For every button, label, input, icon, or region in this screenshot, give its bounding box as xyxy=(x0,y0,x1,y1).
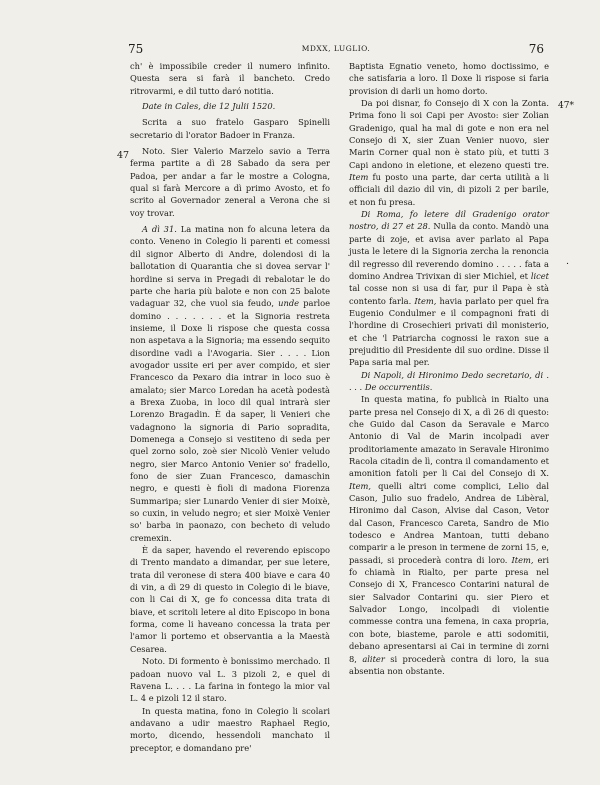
page-header xyxy=(128,42,544,56)
text-run: Nulla da conto. Mandò una parte di zoje, et avisa aver parlato al Papa justa le letere di la Signoria zercha la renoncia dil regresso dil reverendo domino . . . . . fata a domino Andrea Trivixan di sier Michiel, et xyxy=(349,221,549,281)
margin-dot: . xyxy=(566,256,570,267)
left-column xyxy=(130,60,330,754)
paragraph xyxy=(349,208,549,368)
right-column xyxy=(349,60,549,677)
paragraph: Scrita a suo fratelo Gasparo Spinelli secretario di l'orator Badoer in Franza. xyxy=(130,117,330,140)
italic-word: Item, xyxy=(511,554,534,565)
paragraph xyxy=(349,97,549,208)
paragraph xyxy=(130,223,330,544)
paragraph: ch' è impossibile creder il numero infinito. Questa sera si farà il bancheto. Credo ritrovarmi, e dil tutto daró notitia. xyxy=(130,61,330,96)
text-run: si procederà contra di loro, la sua absentia non obstante. xyxy=(349,653,550,676)
italic-word: Item, xyxy=(414,295,437,306)
text-run: In questa matina, fo publicà in Rialto una parte presa nel Consejo di X, a dì 26 di questo: che Guido dal Cason da Seravale e Marco Antonio di Val de Marin incolpadi aver proditoriamente amazato in Seravale Hironimo Racola citadin de lì, contra il comandamento et amonition fatoli per li Cai del Consejo di X. xyxy=(349,394,549,479)
page-number-right: 76 xyxy=(528,42,544,56)
text-run: fu posto una parte, dar certa utilità a li officiali dil dazio dil vin, di pizoli 2 per barile, et non fu presa. xyxy=(349,172,549,207)
italic-word: unde xyxy=(278,298,300,309)
text-run: Da poi disnar, fo Consejo di X con la Zonta. Prima fono li soi Capi per Avosto: sier Zolian Gradenigo, qual ha mal di gote e non era nel Consejo di X, sier Zuan Venier nuovo, sier Marin Corner qual non è stato più, et tutti 3 Capi andono in eletione, et elezeno questi tre. xyxy=(349,98,549,170)
margin-note-right: 47* xyxy=(558,101,574,111)
paragraph: Noto. Di formento è bonissimo merchado. Il padoan nuovo val L. 3 pizoli 2, e quel di Ravena L. . . . La farina in fontego la mior val L. 4 e pizoli 12 il staro. xyxy=(130,656,330,704)
italic-word: Item xyxy=(349,172,369,183)
paragraph: In questa matina, fono in Colegio li scolari andavano a udir maestro Raphael Regio, morto, dicendo, hessendoli manchato il preceptor, e domandano pre' xyxy=(130,705,330,753)
entry-date: A dì 31. xyxy=(142,224,177,235)
page-number-left: 75 xyxy=(128,42,144,56)
letter-date: Date in Cales, die 12 Julii 1520. xyxy=(142,101,276,112)
paragraph: È da saper, havendo el reverendo episcopo di Trento mandato a dimandar, per sue letere, trata dil veronese di stera 400 biave e cara 40 di vin, a dì 29 di questo in Colegio di le biave, con li Cai di X, ge fo concessa dita trata di biave, et scritoli letere al dito Episcopo in bona forma, come li haveano concessa la trata per l'amor li portemo et observantia a la Maestà Cesarea. xyxy=(130,545,330,654)
italic-word: licet xyxy=(530,270,550,281)
italic-word: aliter xyxy=(362,653,385,664)
italic-word: Item, xyxy=(349,480,372,491)
text-run: parloe domino . . . . . . . et la Signoria restreta insieme, il Doxe li rispose che questa cossa non aspetava a la Signoria; ma essendo sequito disordine vadi a l'Avogaria. Sier . . . . Lion avogador ussite eri per aver compido, et sier Francesco da Pexaro dia intrar in loco suo è amalato; sier Marco Loredan ha acetà podestà a Brexa Zuoba, in loco dil qual intrarà sier Lorenzo Bragadin. È da saper, li Venieri che vadagnono la signoria di Pario sopradita, Domenega a Consejo si vestiteno di seda per quel zorno solo, zoè sier Nicolò Venier veludo negro, sier Marco Antonio Venier so' fradello, fono de sier Zuan Francesco, damaschin negro, e questi è fioli di madona Fiorenza Summaripa; sier Lunardo Venier di sier Moixè, so cuxin, in veludo negro; et sier Moixè Venier so' barba in paonazo, con becheto di veludo cremexin. xyxy=(130,298,331,543)
paragraph: Baptista Egnatio veneto, homo doctissimo, e che satisfaria a loro. Il Doxe li rispose si faria provision di darli un homo dorto. xyxy=(349,61,549,96)
text-run: La matina non fo alcuna letera da conto. Veneno in Colegio li parenti et comessi dil signor Alberto di Andre, dolendosi di la ballotation di Quarantia che si dovea servar l' hordine si serva in Pregadi di rebalotar le do parte che haria più balote e non con 25 balote vadaguar 32, che vuol sia feudo, xyxy=(130,224,330,309)
running-title: MDXX, LUGLIO. xyxy=(301,44,371,53)
letter-heading: Di Napoli, di Hironimo Dedo secretario, di . . . . De occurrentiis. xyxy=(349,369,549,392)
text-run: quelli altri come complici, Lelio dal Cason, Julio suo fradelo, Andrea de Libèral, Hironimo dal Cason, Alvise dal Cason, Vetor dal Cason, Francesco Careta, Sandro de Mio todesco e Andrea Mantoan, tutti debano comparir a le preson in termene de zorni 15, e, passadi, si procederà contra di loro. xyxy=(349,480,550,565)
text-run: havia parlato per quel fra Eugenio Condulmer e il compagnoni frati di l'hordine di Crosechieri privati dil monisterio, et che 'l Patriarcha cognossi le raxon sue a prejuditio dil Presidente dil suo ordine. Disse il Papa saria mal per. xyxy=(349,295,550,368)
margin-note-left: 47 xyxy=(117,150,130,161)
letter-heading: Di Roma, fo letere dil Gradenigo orator nostro, di 27 et 28. xyxy=(349,209,549,232)
text-run: tal cosse non si usa di far, pur il Papa è stà contento farla. xyxy=(349,283,549,306)
text-run: eri fo chiamà in Rialto, per parte presa nel Consejo di X, Francesco Contarini natural de sier Salvador Contarini qu. sier Piero et Salvador Longo, incolpadi di violentie commesse contra una femena, in caxa propria, con bote, biasteme, parole e atti sodomitii, debano apresentarsi ai Cai in termine di zorni 8, xyxy=(349,554,550,664)
paragraph: Noto. Sier Valerio Marzelo savio a Terra ferma partite a dì 28 Sabado da sera per Padoa, per andar a far le mostre a Cologna, qual si farà Mercore a dì primo Avosto, et fo scrito al Governador zeneral a Verona che si voy trovar. xyxy=(130,146,330,218)
paragraph xyxy=(349,393,549,677)
